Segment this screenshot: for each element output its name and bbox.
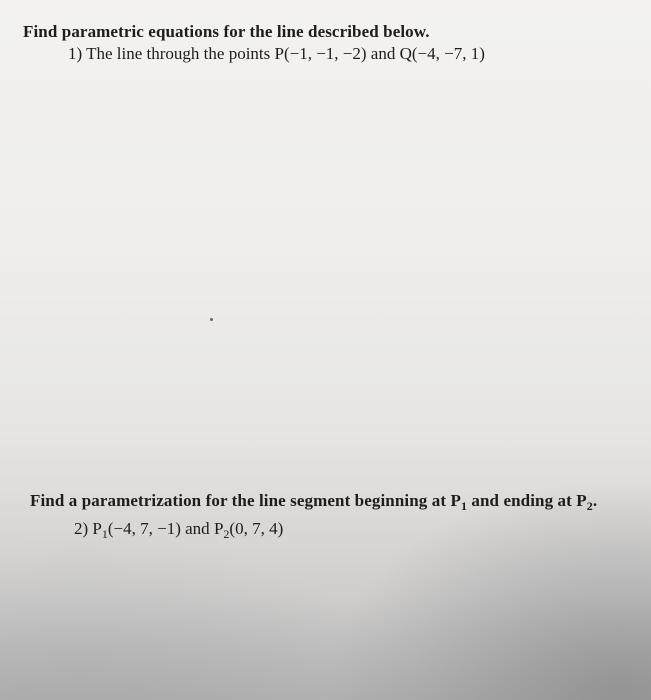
- problem-2-number: 2): [74, 519, 89, 538]
- subscript-2: 2: [586, 499, 593, 513]
- problem-1-number: 1): [68, 44, 83, 63]
- section-2-heading-suffix: .: [592, 491, 598, 510]
- section-2-instructions: [30, 491, 597, 511]
- section-2-heading-middle: and ending at P: [467, 491, 587, 510]
- point-p1-coordinates: (−4, 7, −1) and: [107, 519, 214, 538]
- problem-2: [74, 519, 283, 539]
- point-p2-coordinates: (0, 7, 4): [229, 519, 284, 538]
- subscript-1: 1: [460, 499, 468, 513]
- problem-1-text: The line through the points P(−1, −1, −2) and Q(−4, −7, 1): [86, 44, 485, 63]
- point-p2-subscript: 2: [223, 527, 230, 541]
- point-p1-subscript: 1: [101, 527, 108, 541]
- point-p1-label: P: [92, 519, 102, 538]
- section-2-heading-prefix: Find a parametrization for the line segment beginning at P: [30, 491, 461, 510]
- paper-speck: [210, 318, 213, 321]
- section-1-instructions: Find parametric equations for the line described below.: [23, 22, 430, 41]
- problem-1: [68, 44, 485, 64]
- point-p2-label: P: [213, 519, 224, 538]
